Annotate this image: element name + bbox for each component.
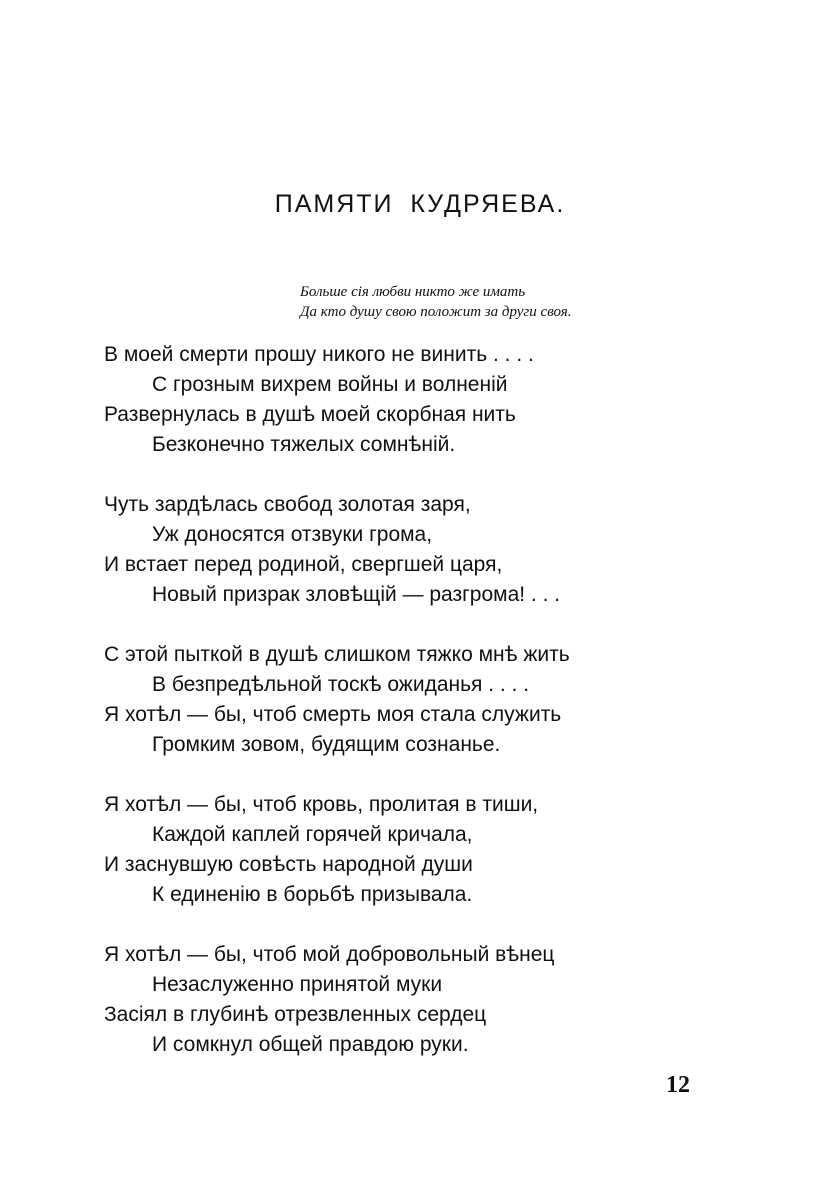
verse-line: В безпредѣльной тоскѣ ожиданья . . . .	[152, 673, 530, 696]
verse-line: Незаслуженно принятой муки	[152, 973, 443, 996]
verse-line: Я хотѣл — бы, чтоб кровь, пролитая в тиши,	[104, 793, 539, 816]
verse-line: Уж доносятся отзвуки грома,	[152, 523, 433, 546]
verse-line: С грозным вихрем войны и волненій	[152, 373, 508, 396]
verse-line: Каждой каплей горячей кричала,	[152, 823, 473, 846]
verse-line: Громким зовом, будящим сознанье.	[152, 733, 501, 756]
verse-line: И встает перед родиной, свергшей царя,	[104, 553, 503, 576]
poem-title: ПАМЯТИ КУДРЯЕВА.	[274, 190, 566, 218]
stanza-2	[104, 490, 570, 610]
verse-line: Чуть зардѣлась свобод золотая заря,	[104, 493, 471, 516]
verse-line: Я хотѣл — бы, чтоб мой добровольный вѣнец	[104, 943, 555, 966]
poem-body	[104, 340, 570, 1090]
stanza-3	[104, 640, 570, 760]
verse-line: В моей смерти прошу никого не винить . . . .	[104, 343, 534, 366]
page-number: 12	[666, 1072, 690, 1098]
verse-line: К единенію в борьбѣ призывала.	[152, 883, 473, 906]
verse-line: Засіял в глубинѣ отрезвленных сердец	[104, 1003, 487, 1026]
epigraph-line: Больше сія любви никто же имать	[300, 284, 526, 300]
verse-line: Безконечно тяжелых сомнѣній.	[152, 433, 456, 456]
verse-line: Новый призрак зловѣщій — разгрома! . . .	[152, 583, 561, 606]
verse-line: Развернулась в душѣ моей скорбная нить	[104, 403, 516, 426]
verse-line: С этой пыткой в душѣ слишком тяжко мнѣ жить	[104, 643, 570, 666]
stanza-4	[104, 790, 570, 910]
stanza-5	[104, 940, 570, 1060]
epigraph-line: Да кто душу свою положит за други своя.	[300, 304, 572, 320]
verse-line: И заснувшую совѣсть народной души	[104, 853, 473, 876]
epigraph	[300, 282, 572, 322]
verse-line: Я хотѣл — бы, чтоб смерть моя стала служить	[104, 703, 562, 726]
stanza-1	[104, 340, 570, 460]
verse-line: И сомкнул общей правдою руки.	[152, 1033, 469, 1056]
